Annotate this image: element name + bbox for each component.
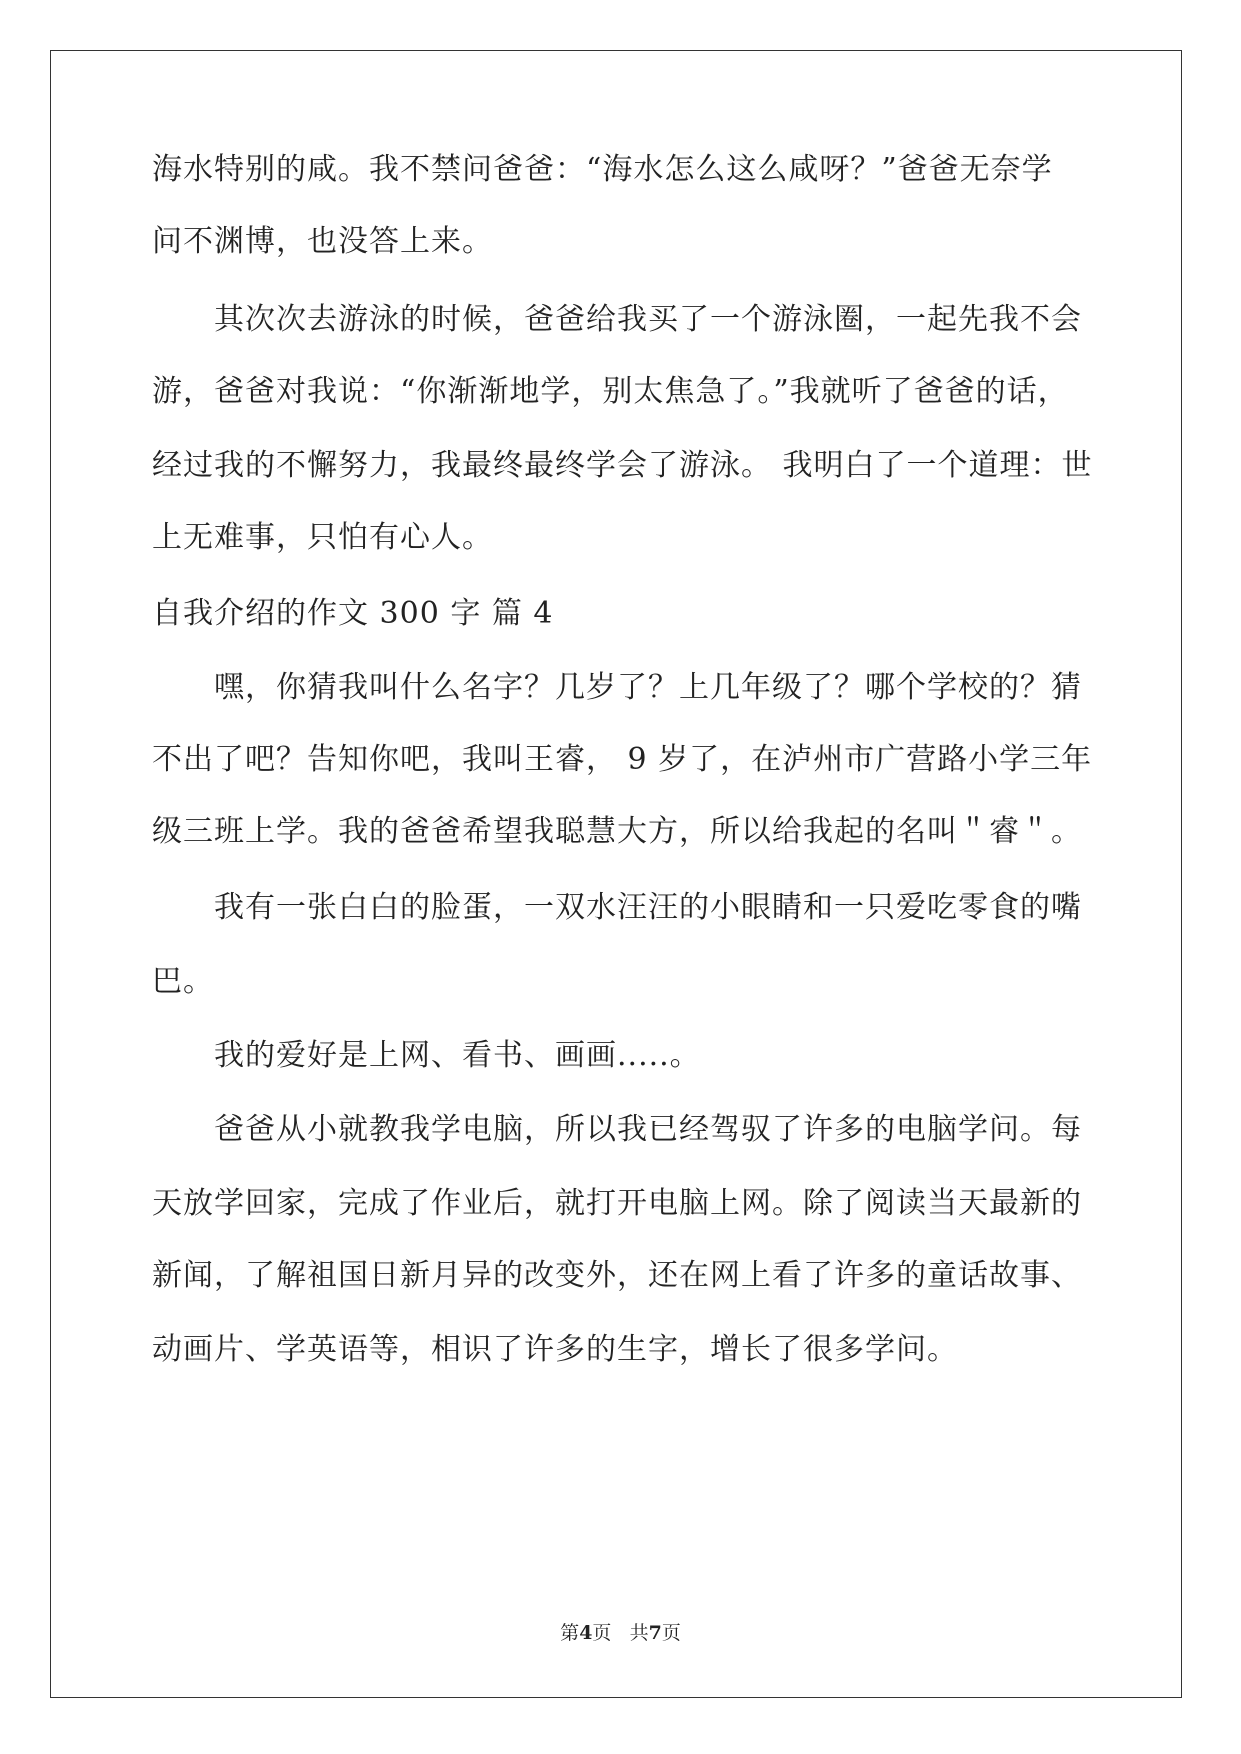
paragraph-start: 爸爸从小就教我学电脑，所以我已经驾驭了许多的电脑学问。每 xyxy=(214,1112,1082,1147)
paragraph-start: 其次次去游泳的时候，爸爸给我买了一个游泳圈，一起先我不会 xyxy=(214,302,1082,337)
text-line: 新闻，了解祖国日新月异的改变外，还在网上看了许多的童话故事、 xyxy=(152,1258,1082,1293)
footer-page-suffix: 页 xyxy=(592,1622,612,1644)
text-line: 巴。 xyxy=(152,964,214,999)
text-line: 海水特别的咸。我不禁问爸爸：“海水怎么这么咸呀？”爸爸无奈学 xyxy=(152,152,1053,187)
text-line: 游，爸爸对我说：“你渐渐地学，别太焦急了。”我就听了爸爸的话， xyxy=(152,374,1069,409)
footer-prefix: 第 xyxy=(560,1622,580,1644)
footer-total-suffix: 页 xyxy=(661,1622,681,1644)
paragraph-start: 嘿，你猜我叫什么名字？几岁了？上几年级了？哪个学校的？猜 xyxy=(214,670,1082,705)
text-line: 动画片、学英语等，相识了许多的生字，增长了很多学问。 xyxy=(152,1332,958,1367)
total-page-count: 7 xyxy=(648,1622,662,1644)
section-heading: 自我介绍的作文 300 字 篇 4 xyxy=(152,596,554,631)
text-line: 经过我的不懈努力，我最终最终学会了游泳。 我明白了一个道理：世 xyxy=(152,448,1093,483)
text-line: 不出了吧？告知你吧，我叫王睿， 9 岁了，在泸州市广营路小学三年 xyxy=(152,742,1093,777)
page-border xyxy=(50,50,1182,1698)
text-line: 上无难事，只怕有心人。 xyxy=(152,520,493,555)
text-line: 级三班上学。我的爸爸希望我聪慧大方，所以给我起的名叫＂睿＂。 xyxy=(152,814,1082,849)
page-footer xyxy=(0,1618,1241,1645)
text-line: 天放学回家，完成了作业后，就打开电脑上网。除了阅读当天最新的 xyxy=(152,1186,1082,1221)
text-line: 问不渊博，也没答上来。 xyxy=(152,224,493,259)
paragraph-start: 我有一张白白的脸蛋，一双水汪汪的小眼睛和一只爱吃零食的嘴 xyxy=(214,890,1082,925)
paragraph-start: 我的爱好是上网、看书、画画.....。 xyxy=(214,1038,701,1073)
footer-total-prefix: 共 xyxy=(629,1622,649,1644)
current-page-number: 4 xyxy=(579,1622,593,1644)
